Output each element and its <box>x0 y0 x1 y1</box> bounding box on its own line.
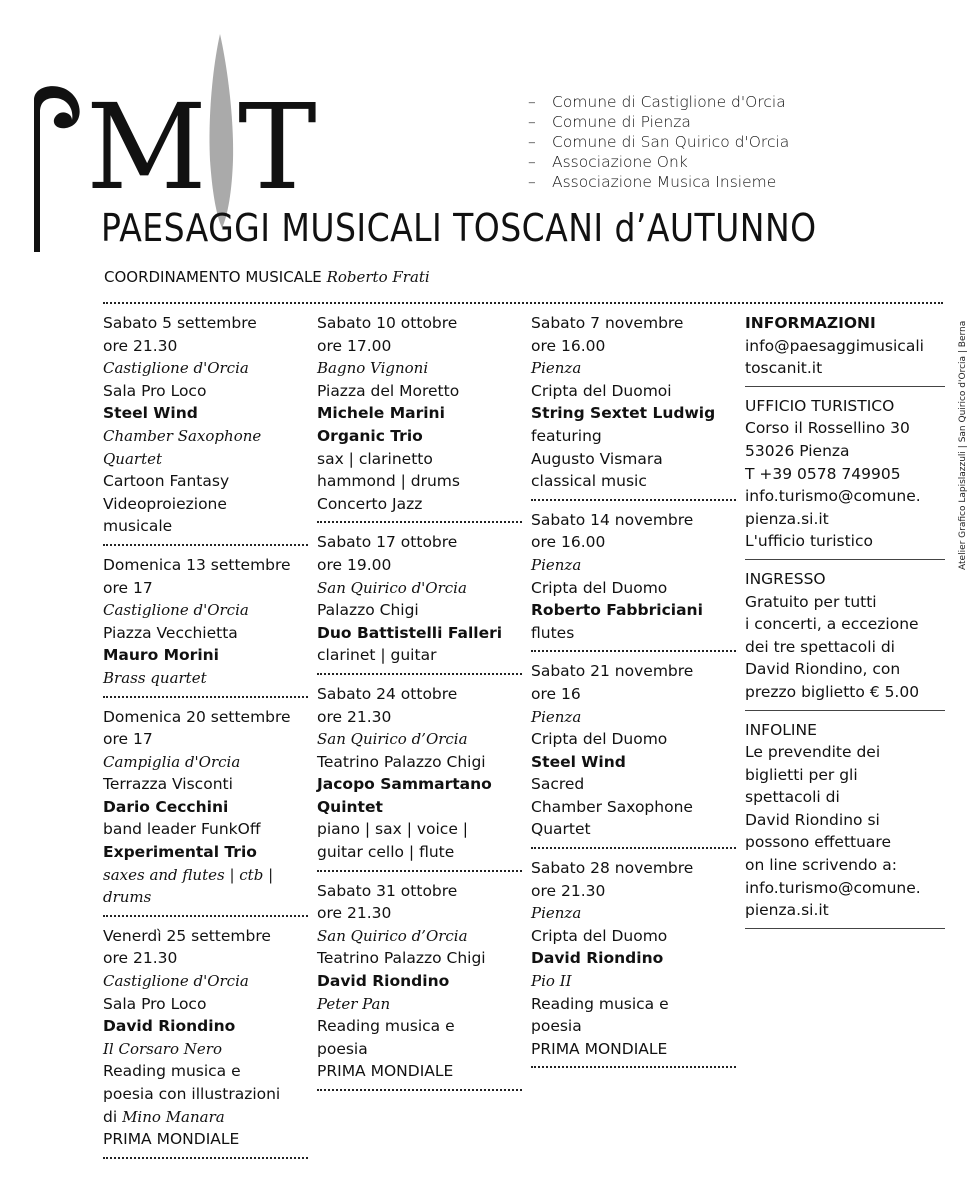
event-line: Jacopo Sammartano <box>317 775 492 794</box>
credit-text: Atelier Grafico Lapislazzuli | San Quirico d'Orcia | Berna <box>958 320 968 570</box>
info-line: toscanit.it <box>745 359 823 378</box>
event-line: Sacred <box>531 775 585 794</box>
event-line: Pio II <box>531 972 572 991</box>
event-divider <box>103 1157 308 1159</box>
event-divider <box>531 499 736 501</box>
info-line: on line scrivendo a: <box>745 856 897 875</box>
event-line: Experimental Trio <box>103 843 257 862</box>
sponsor-item: – Comune di San Quirico d'Orcia <box>528 133 790 151</box>
event-line: Videoproiezione <box>103 494 227 513</box>
top-divider <box>103 302 943 304</box>
event-line: Sabato 14 novembre <box>531 510 694 529</box>
event-line: Sabato 28 novembre <box>531 859 694 878</box>
event-line: poesia <box>531 1017 582 1036</box>
event-line: David Riondino <box>531 949 664 968</box>
event-line: Pienza <box>531 707 582 726</box>
event-line: Cartoon Fantasy <box>103 472 230 491</box>
info-line: i concerti, a eccezione <box>745 615 919 634</box>
info-line: possono effettuare <box>745 833 891 852</box>
info-line: 53026 Pienza <box>745 441 850 460</box>
sponsor-item: – Associazione Onk <box>528 153 688 171</box>
info-line: Corso il Rossellino 30 <box>745 419 910 438</box>
event-line: Reading musica e <box>531 994 669 1013</box>
info-line: info.turismo@comune. <box>745 878 921 897</box>
info-line: dei tre spettacoli di <box>745 637 895 656</box>
event-line: ore 16.00 <box>531 533 606 552</box>
event-divider <box>103 696 308 698</box>
event-line: String Sextet Ludwig <box>531 404 716 423</box>
events-column-3 <box>531 312 736 1076</box>
event-divider <box>531 847 736 849</box>
event-line: Sabato 21 novembre <box>531 662 694 681</box>
event-line: Reading musica e <box>103 1062 241 1081</box>
event-divider <box>317 521 522 523</box>
event-line: Castiglione d'Orcia <box>103 972 249 991</box>
event-entry <box>531 509 736 653</box>
event-line: Piazza del Moretto <box>317 381 460 400</box>
event-line: Steel Wind <box>531 752 626 771</box>
event-line: Peter Pan <box>317 994 391 1013</box>
info-line: info@paesaggimusicali <box>745 336 924 355</box>
info-line: Gratuito per tutti <box>745 592 877 611</box>
event-divider <box>317 1089 522 1091</box>
event-line: ore 21.30 <box>103 949 178 968</box>
event-line: Terrazza Visconti <box>103 775 233 794</box>
event-line: ore 16.00 <box>531 336 606 355</box>
event-line: PRIMA MONDIALE <box>531 1039 668 1058</box>
event-line: Bagno Vignoni <box>317 359 429 378</box>
event-divider <box>317 870 522 872</box>
info-line: Le prevendite dei <box>745 743 881 762</box>
logo-letter-t: T <box>238 78 317 216</box>
sponsor-item: – Comune di Castiglione d'Orcia <box>528 93 786 111</box>
sponsor-item: – Comune di Pienza <box>528 113 691 131</box>
event-line: David Riondino <box>103 1017 236 1036</box>
info-line: info.turismo@comune. <box>745 487 921 506</box>
info-line: T +39 0578 749905 <box>745 464 901 483</box>
event-line: Cripta del Duomo <box>531 926 668 945</box>
event-line: Quartet <box>531 820 591 839</box>
event-line: musicale <box>103 517 173 536</box>
page-title: PAESAGGI MUSICALI TOSCANI d’AUTUNNO <box>101 206 817 250</box>
event-line: di Mino Manara <box>103 1107 225 1126</box>
event-line: PRIMA MONDIALE <box>103 1130 240 1149</box>
event-line: Sala Pro Loco <box>103 381 207 400</box>
coordination-label: COORDINAMENTO MUSICALE <box>104 268 322 286</box>
event-line: PRIMA MONDIALE <box>317 1062 454 1081</box>
event-line: Castiglione d'Orcia <box>103 601 249 620</box>
event-line: ore 17 <box>103 578 153 597</box>
event-divider <box>531 1066 736 1068</box>
event-line: hammond | drums <box>317 472 460 491</box>
info-section <box>745 719 945 929</box>
event-line: Mauro Morini <box>103 646 219 665</box>
event-line: Cripta del Duomo <box>531 578 668 597</box>
info-line: pienza.si.it <box>745 901 829 920</box>
event-line: Steel Wind <box>103 404 198 423</box>
event-line: Palazzo Chigi <box>317 601 419 620</box>
event-line: Michele Marini <box>317 404 445 423</box>
event-line: Teatrino Palazzo Chigi <box>317 949 486 968</box>
event-line: Sabato 7 novembre <box>531 314 684 332</box>
event-line: Pienza <box>531 555 582 574</box>
info-heading: UFFICIO TURISTICO <box>745 396 895 415</box>
event-entry <box>317 312 522 523</box>
sponsor-item: – Associazione Musica Insieme <box>528 173 777 191</box>
event-line: Venerdì 25 settembre <box>103 926 271 945</box>
event-line: Quintet <box>317 797 383 816</box>
event-line: Pienza <box>531 359 582 378</box>
event-entry <box>103 706 308 917</box>
event-line: Brass quartet <box>103 668 207 687</box>
event-line: flutes <box>531 623 575 642</box>
event-line: Cripta del Duomo <box>531 730 668 749</box>
event-line: ore 16 <box>531 684 581 703</box>
event-line: Campiglia d'Orcia <box>103 752 241 771</box>
event-entry <box>531 660 736 849</box>
event-line: Organic Trio <box>317 426 423 445</box>
event-line: poesia con illustrazioni <box>103 1085 281 1103</box>
event-line: Teatrino Palazzo Chigi <box>317 752 486 771</box>
event-line: Castiglione d'Orcia <box>103 359 249 378</box>
info-heading: INFORMAZIONI <box>745 314 876 332</box>
event-line: Dario Cecchini <box>103 797 229 816</box>
event-line: ore 21.30 <box>103 336 178 355</box>
event-line: San Quirico d’Orcia <box>317 926 468 945</box>
event-line: guitar cello | flute <box>317 843 455 862</box>
event-line: San Quirico d’Orcia <box>317 730 468 749</box>
event-line: Concerto Jazz <box>317 494 423 513</box>
info-column <box>745 312 945 937</box>
event-line: ore 21.30 <box>531 881 606 900</box>
event-line: ore 17 <box>103 730 153 749</box>
event-entry <box>317 531 522 675</box>
event-line: Domenica 20 settembre <box>103 707 291 726</box>
event-line: Sabato 5 settembre <box>103 314 257 332</box>
event-entry <box>103 554 308 698</box>
event-divider <box>103 915 308 917</box>
sponsor-list <box>528 92 789 192</box>
event-line: ore 17.00 <box>317 336 392 355</box>
event-line: ore 21.30 <box>317 904 392 923</box>
info-line: pienza.si.it <box>745 509 829 528</box>
info-line: prezzo biglietto € 5.00 <box>745 682 920 701</box>
info-line: David Riondino, con <box>745 660 901 679</box>
info-section <box>745 568 945 711</box>
events-column-1 <box>103 312 308 1167</box>
event-line: band leader FunkOff <box>103 820 261 839</box>
event-divider <box>531 650 736 652</box>
event-line: Reading musica e <box>317 1017 455 1036</box>
info-heading: INFOLINE <box>745 720 817 739</box>
event-line: ore 19.00 <box>317 555 392 574</box>
event-line: piano | sax | voice | <box>317 820 469 839</box>
info-line: L'ufficio turistico <box>745 532 873 551</box>
event-entry <box>103 312 308 546</box>
event-line: Sala Pro Loco <box>103 994 207 1013</box>
info-line: spettacoli di <box>745 788 840 807</box>
event-entry <box>317 683 522 872</box>
event-line: clarinet | guitar <box>317 646 437 665</box>
event-line: Quartet <box>103 449 163 468</box>
event-line: Il Corsaro Nero <box>103 1039 222 1058</box>
event-entry <box>531 857 736 1068</box>
event-line: Pienza <box>531 904 582 923</box>
event-line: Augusto Vismara <box>531 449 663 468</box>
event-line: Sabato 24 ottobre <box>317 684 458 703</box>
event-line: Chamber Saxophone <box>531 797 693 816</box>
event-line: Chamber Saxophone <box>103 426 262 445</box>
event-line: drums <box>103 888 152 907</box>
event-line: saxes and flutes | ctb | <box>103 865 274 884</box>
events-column-2 <box>317 312 522 1099</box>
event-entry <box>103 925 308 1159</box>
event-line: Cripta del Duomoi <box>531 381 672 400</box>
event-entry <box>317 880 522 1091</box>
info-section <box>745 312 945 387</box>
event-line: Sabato 17 ottobre <box>317 533 458 552</box>
event-line: Domenica 13 settembre <box>103 555 291 574</box>
event-entry <box>531 312 736 501</box>
event-line: San Quirico d'Orcia <box>317 578 467 597</box>
event-line: David Riondino <box>317 972 450 991</box>
event-line: Piazza Vecchietta <box>103 623 238 642</box>
event-divider <box>317 673 522 675</box>
event-line: sax | clarinetto <box>317 449 433 468</box>
info-line: David Riondino si <box>745 810 880 829</box>
event-line: featuring <box>531 426 602 445</box>
event-line: Sabato 10 ottobre <box>317 314 458 332</box>
event-line: Duo Battistelli Falleri <box>317 623 503 642</box>
event-line: classical music <box>531 472 647 491</box>
event-divider <box>103 544 308 546</box>
info-heading: INGRESSO <box>745 569 826 588</box>
coordination-line <box>104 268 430 286</box>
info-line: biglietti per gli <box>745 765 858 784</box>
event-line: Sabato 31 ottobre <box>317 881 458 900</box>
event-line: Roberto Fabbriciani <box>531 601 703 620</box>
event-line: poesia <box>317 1039 368 1058</box>
logo-letter-m: M <box>86 78 207 216</box>
info-section <box>745 395 945 560</box>
event-line: ore 21.30 <box>317 707 392 726</box>
coordination-name: Roberto Frati <box>326 268 430 286</box>
